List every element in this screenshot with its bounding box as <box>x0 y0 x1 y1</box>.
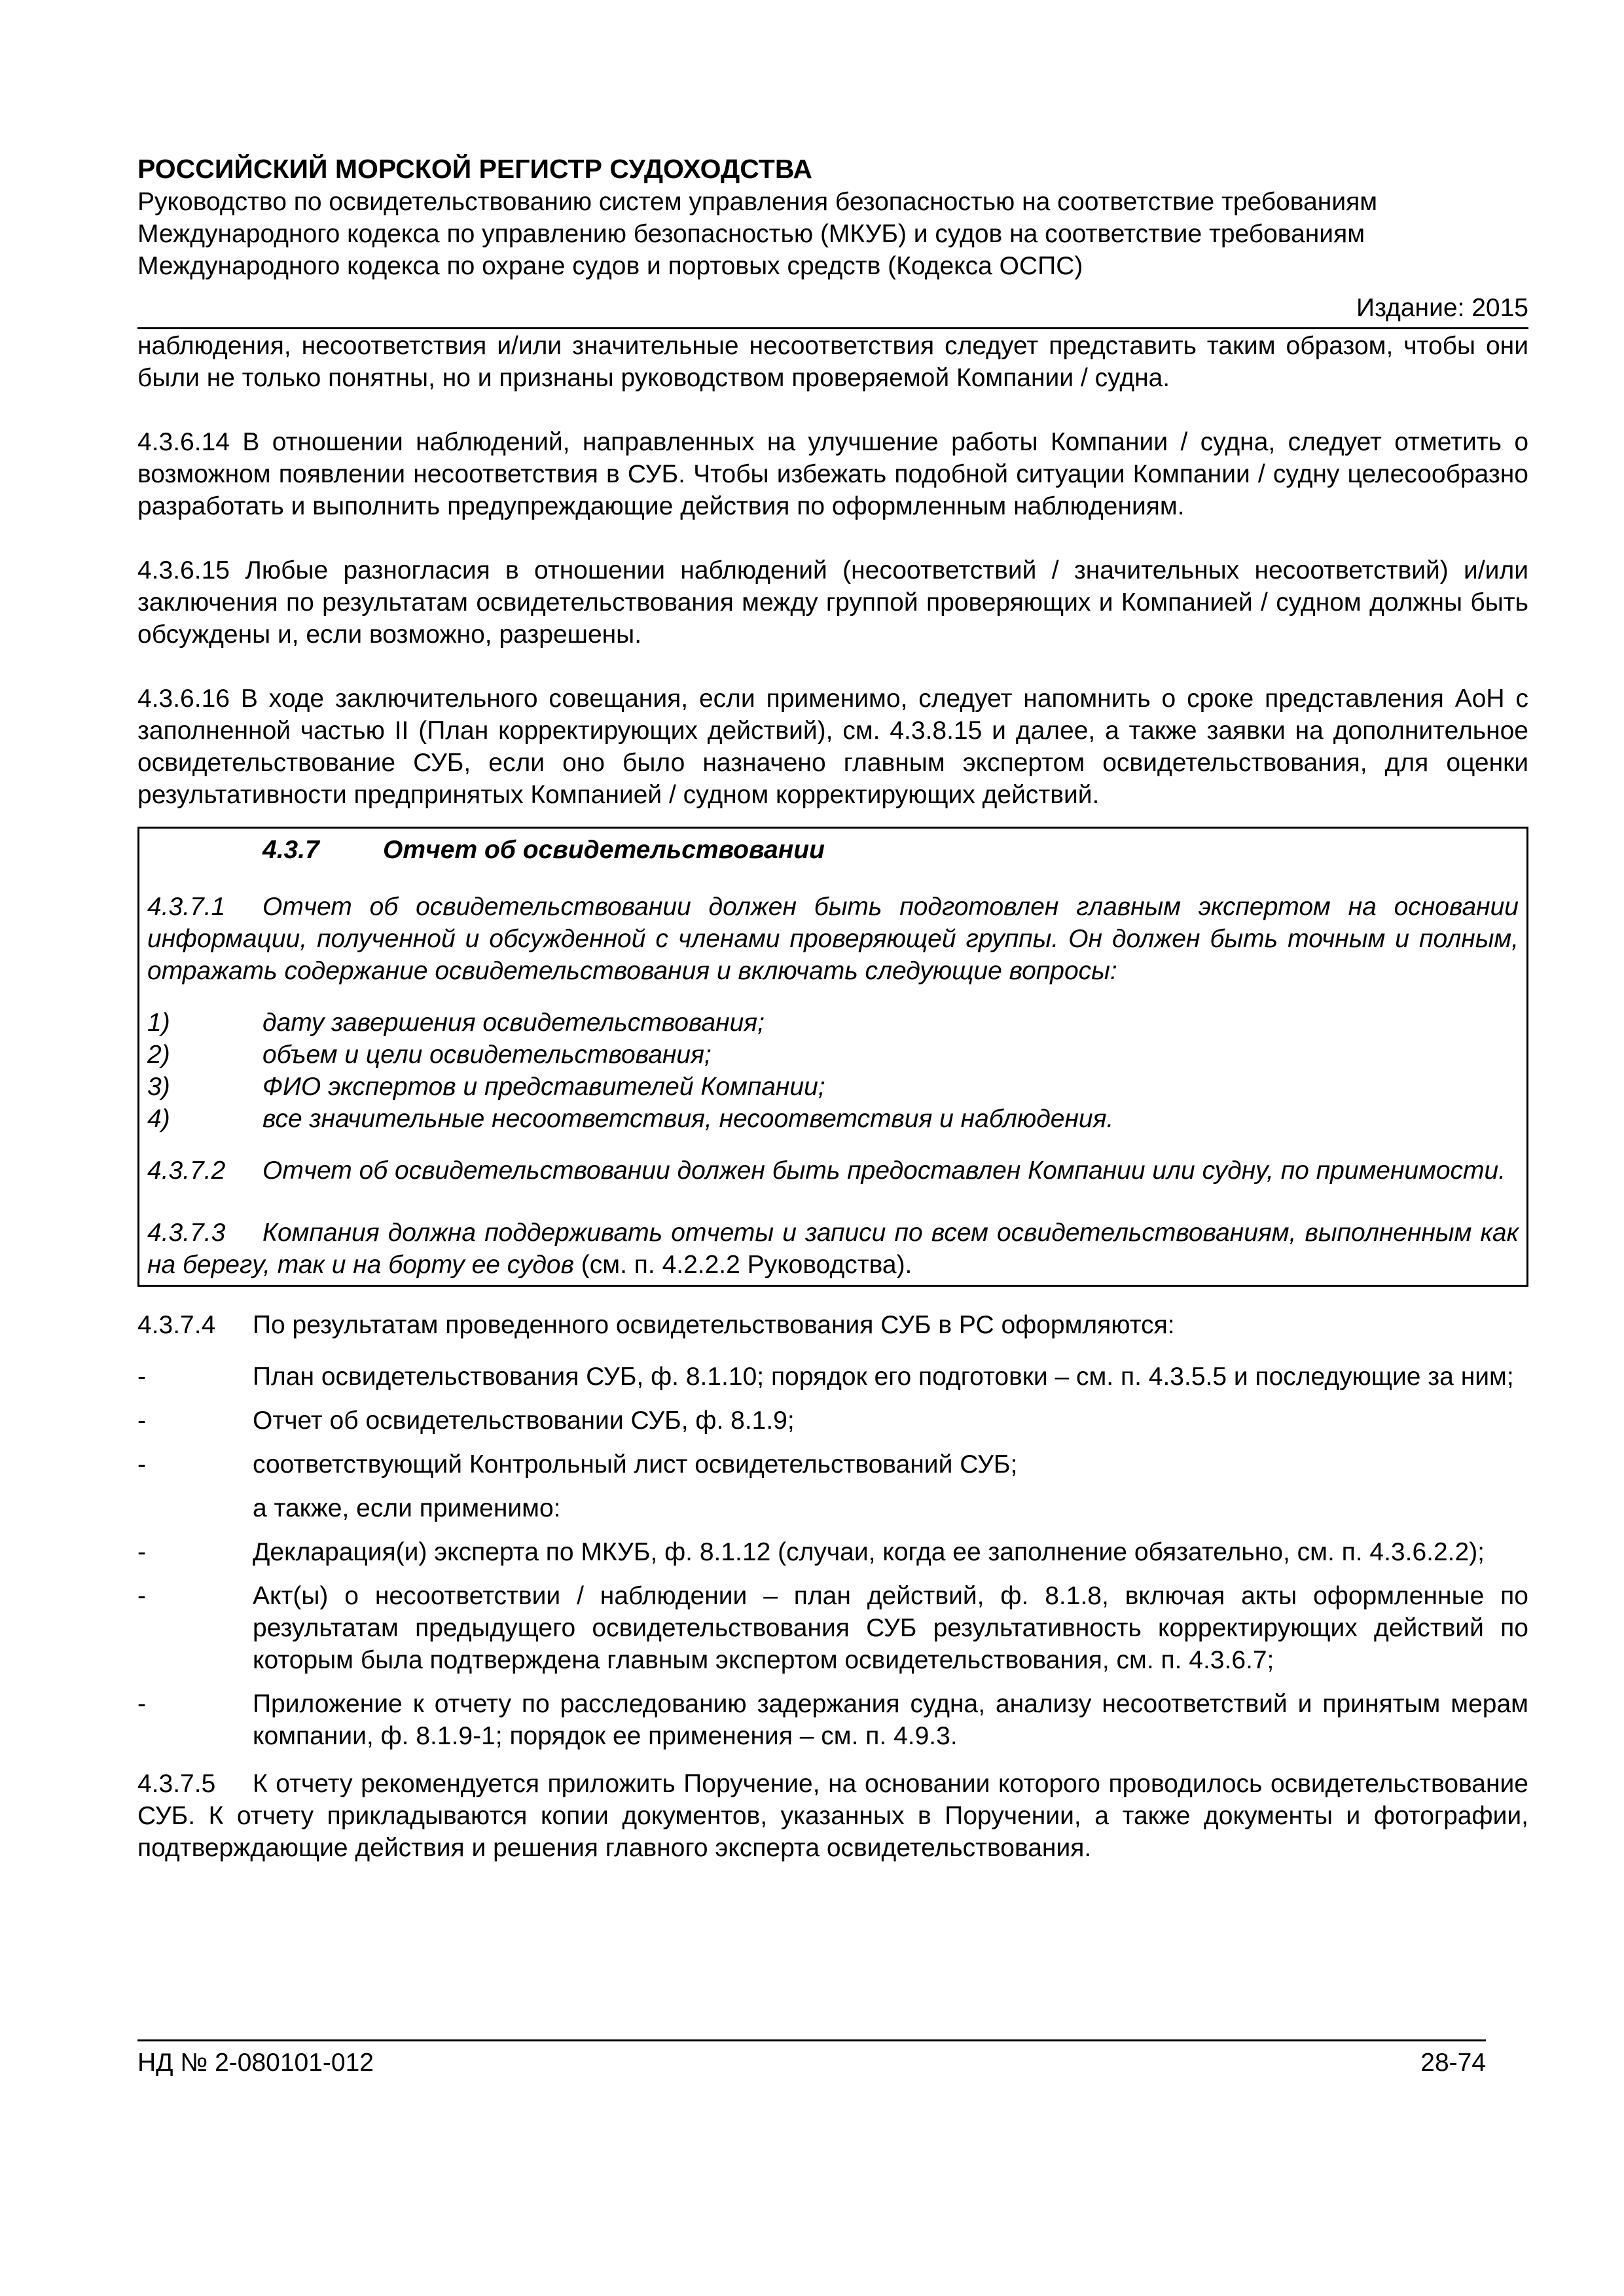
paragraph-4-3-7-3 <box>147 1217 1519 1281</box>
paragraph-text: К отчету рекомендуется приложить Поручение, на основании которого проводилось освидетельствование СУБ. К отчету прикладываются копии документов, указанных в Поручении, а также документы и фотографии, подтверждающие действия и решения главного эксперта освидетельствования. <box>137 1770 1528 1862</box>
list-item: 2) объем и цели освидетельствования; <box>147 1041 712 1069</box>
list-item: 1) дату завершения освидетельствования; <box>147 1009 765 1037</box>
section-number: 4.3.7 <box>262 836 319 864</box>
paragraph-4-3-6-16 <box>137 683 1528 811</box>
edition-label: Издание: 2015 <box>1356 294 1528 322</box>
dash-list-item: - Декларация(и) эксперта по МКУБ, ф. 8.1.12 (случаи, когда ее заполнение обязательно, см. п. 4.3.6.2.2); <box>137 1538 1485 1566</box>
dash-list-item: - Акт(ы) о несоответствии / наблюдении – план действий, ф. 8.1.8, включая акты оформленные по результатам предыдущего освидетельствования СУБ результативность корректирующих действий по которым была подтверждена главным экспертом освидетельствования, см. п. 4.3.6.7; <box>137 1582 1528 1674</box>
document-title-line-1: Руководство по освидетельствованию систем управления безопасностью на соответствие требованиям <box>137 188 1378 216</box>
paragraph-number: 4.3.6.15 <box>137 556 230 584</box>
section-4-3-7-box <box>137 827 1528 1287</box>
paragraph-4-3-7-2 <box>147 1155 1519 1187</box>
dash-list-item: - План освидетельствования СУБ, ф. 8.1.10; порядок его подготовки – см. п. 4.3.5.5 и последующие за ним; <box>137 1363 1514 1391</box>
paragraph-text: Компания должна поддерживать отчеты и записи по всем освидетельствованиям, выполненным как на берегу, так и на борту ее судов <box>147 1219 1519 1279</box>
document-number: НД № 2-080101-012 <box>137 2049 374 2077</box>
paragraph-text: Любые разногласия в отношении наблюдений (несоответствий / значительных несоответствий) и/или заключения по результатам освидетельствования между группой проверяющих и Компанией / судном должны быть обсуждены и, если возможно, разрешены. <box>137 556 1528 649</box>
paragraph-text: Отчет об освидетельствовании должен быть предоставлен Компании или судну, по применимости. <box>262 1157 1506 1185</box>
paragraph-number: 4.3.7.4 <box>137 1311 216 1339</box>
paragraph-reference: (см. п. 4.2.2.2 Руководства). <box>573 1251 912 1279</box>
paragraph-text: В отношении наблюдений, направленных на улучшение работы Компании / судна, следует отметить о возможном появлении несоответствия в СУБ. Чтобы избежать подобной ситуации Компании / судну целесообразно разработать и выполнить предупреждающие действия по оформленным наблюдениям. <box>137 428 1529 520</box>
paragraph-text: В ходе заключительного совещания, если применимо, следует напомнить о сроке представления АоН с заполненной частью II (План корректирующих действий), см. 4.3.8.15 и далее, а также заявки на дополнительное освидетельствование СУБ, если оно было назначено главным экспертом освидетельствования, для оценки результативности предпринятых Компанией / судном корректирующих действий. <box>137 685 1528 809</box>
dash-list-item: - Отчет об освидетельствовании СУБ, ф. 8.1.9; <box>137 1407 795 1435</box>
paragraph-number: 4.3.7.1 <box>147 893 226 921</box>
dash-list-item: - Приложение к отчету по расследованию задержания судна, анализу несоответствий и принятым мерам компании, ф. 8.1.9-1; порядок ее применения – см. п. 4.9.3. <box>137 1690 1528 1750</box>
paragraph-number: 4.3.7.5 <box>137 1770 216 1798</box>
footer-divider <box>137 2039 1486 2041</box>
document-title-line-3: Международного кодекса по охране судов и портовых средств (Кодекса ОСПС) <box>137 252 1083 280</box>
paragraph-number: 4.3.6.16 <box>137 685 230 713</box>
organization-name: РОССИЙСКИЙ МОРСКОЙ РЕГИСТР СУДОХОДСТВА <box>137 154 813 184</box>
paragraph-text: По результатам проведенного освидетельствования СУБ в РС оформляются: <box>253 1311 1175 1339</box>
also-applicable-label: а также, если применимо: <box>253 1494 561 1522</box>
section-heading <box>147 834 1519 866</box>
paragraph-4-3-7-4 <box>137 1309 1528 1341</box>
list-item: 3) ФИО экспертов и представителей Компании; <box>147 1073 825 1101</box>
document-title-line-2: Международного кодекса по управлению безопасностью (МКУБ) и судов на соответствие требованиям <box>137 220 1365 248</box>
dash-list-item: - соответствующий Контрольный лист освидетельствований СУБ; <box>137 1450 1018 1479</box>
paragraph-4-3-7-1 <box>147 891 1519 987</box>
paragraph-4-3-6-15 <box>137 554 1528 651</box>
section-title: Отчет об освидетельствовании <box>383 836 825 864</box>
page-header <box>137 152 1528 322</box>
paragraph-number: 4.3.7.2 <box>147 1157 226 1185</box>
header-divider <box>137 327 1528 329</box>
paragraph-text: Отчет об освидетельствовании должен быть подготовлен главным экспертом на основании информации, полученной и обсужденной с членами проверяющей группы. Он должен быть точным и полным, отражать содержание освидетельствования и включать следующие вопросы: <box>147 893 1519 985</box>
paragraph-4-3-6-14 <box>137 426 1528 522</box>
paragraph-number: 4.3.6.14 <box>137 428 230 456</box>
paragraph-number: 4.3.7.3 <box>147 1219 226 1247</box>
page-number: 28-74 <box>1420 2049 1486 2077</box>
list-item: 4) все значительные несоответствия, несоответствия и наблюдения. <box>147 1105 1114 1133</box>
page-body <box>137 330 1528 1864</box>
paragraph-4-3-7-5 <box>137 1768 1528 1864</box>
paragraph-intro: наблюдения, несоответствия и/или значительные несоответствия следует представить таким образом, чтобы они были не только понятны, но и признаны руководством проверяемой Компании / судна. <box>137 332 1528 392</box>
